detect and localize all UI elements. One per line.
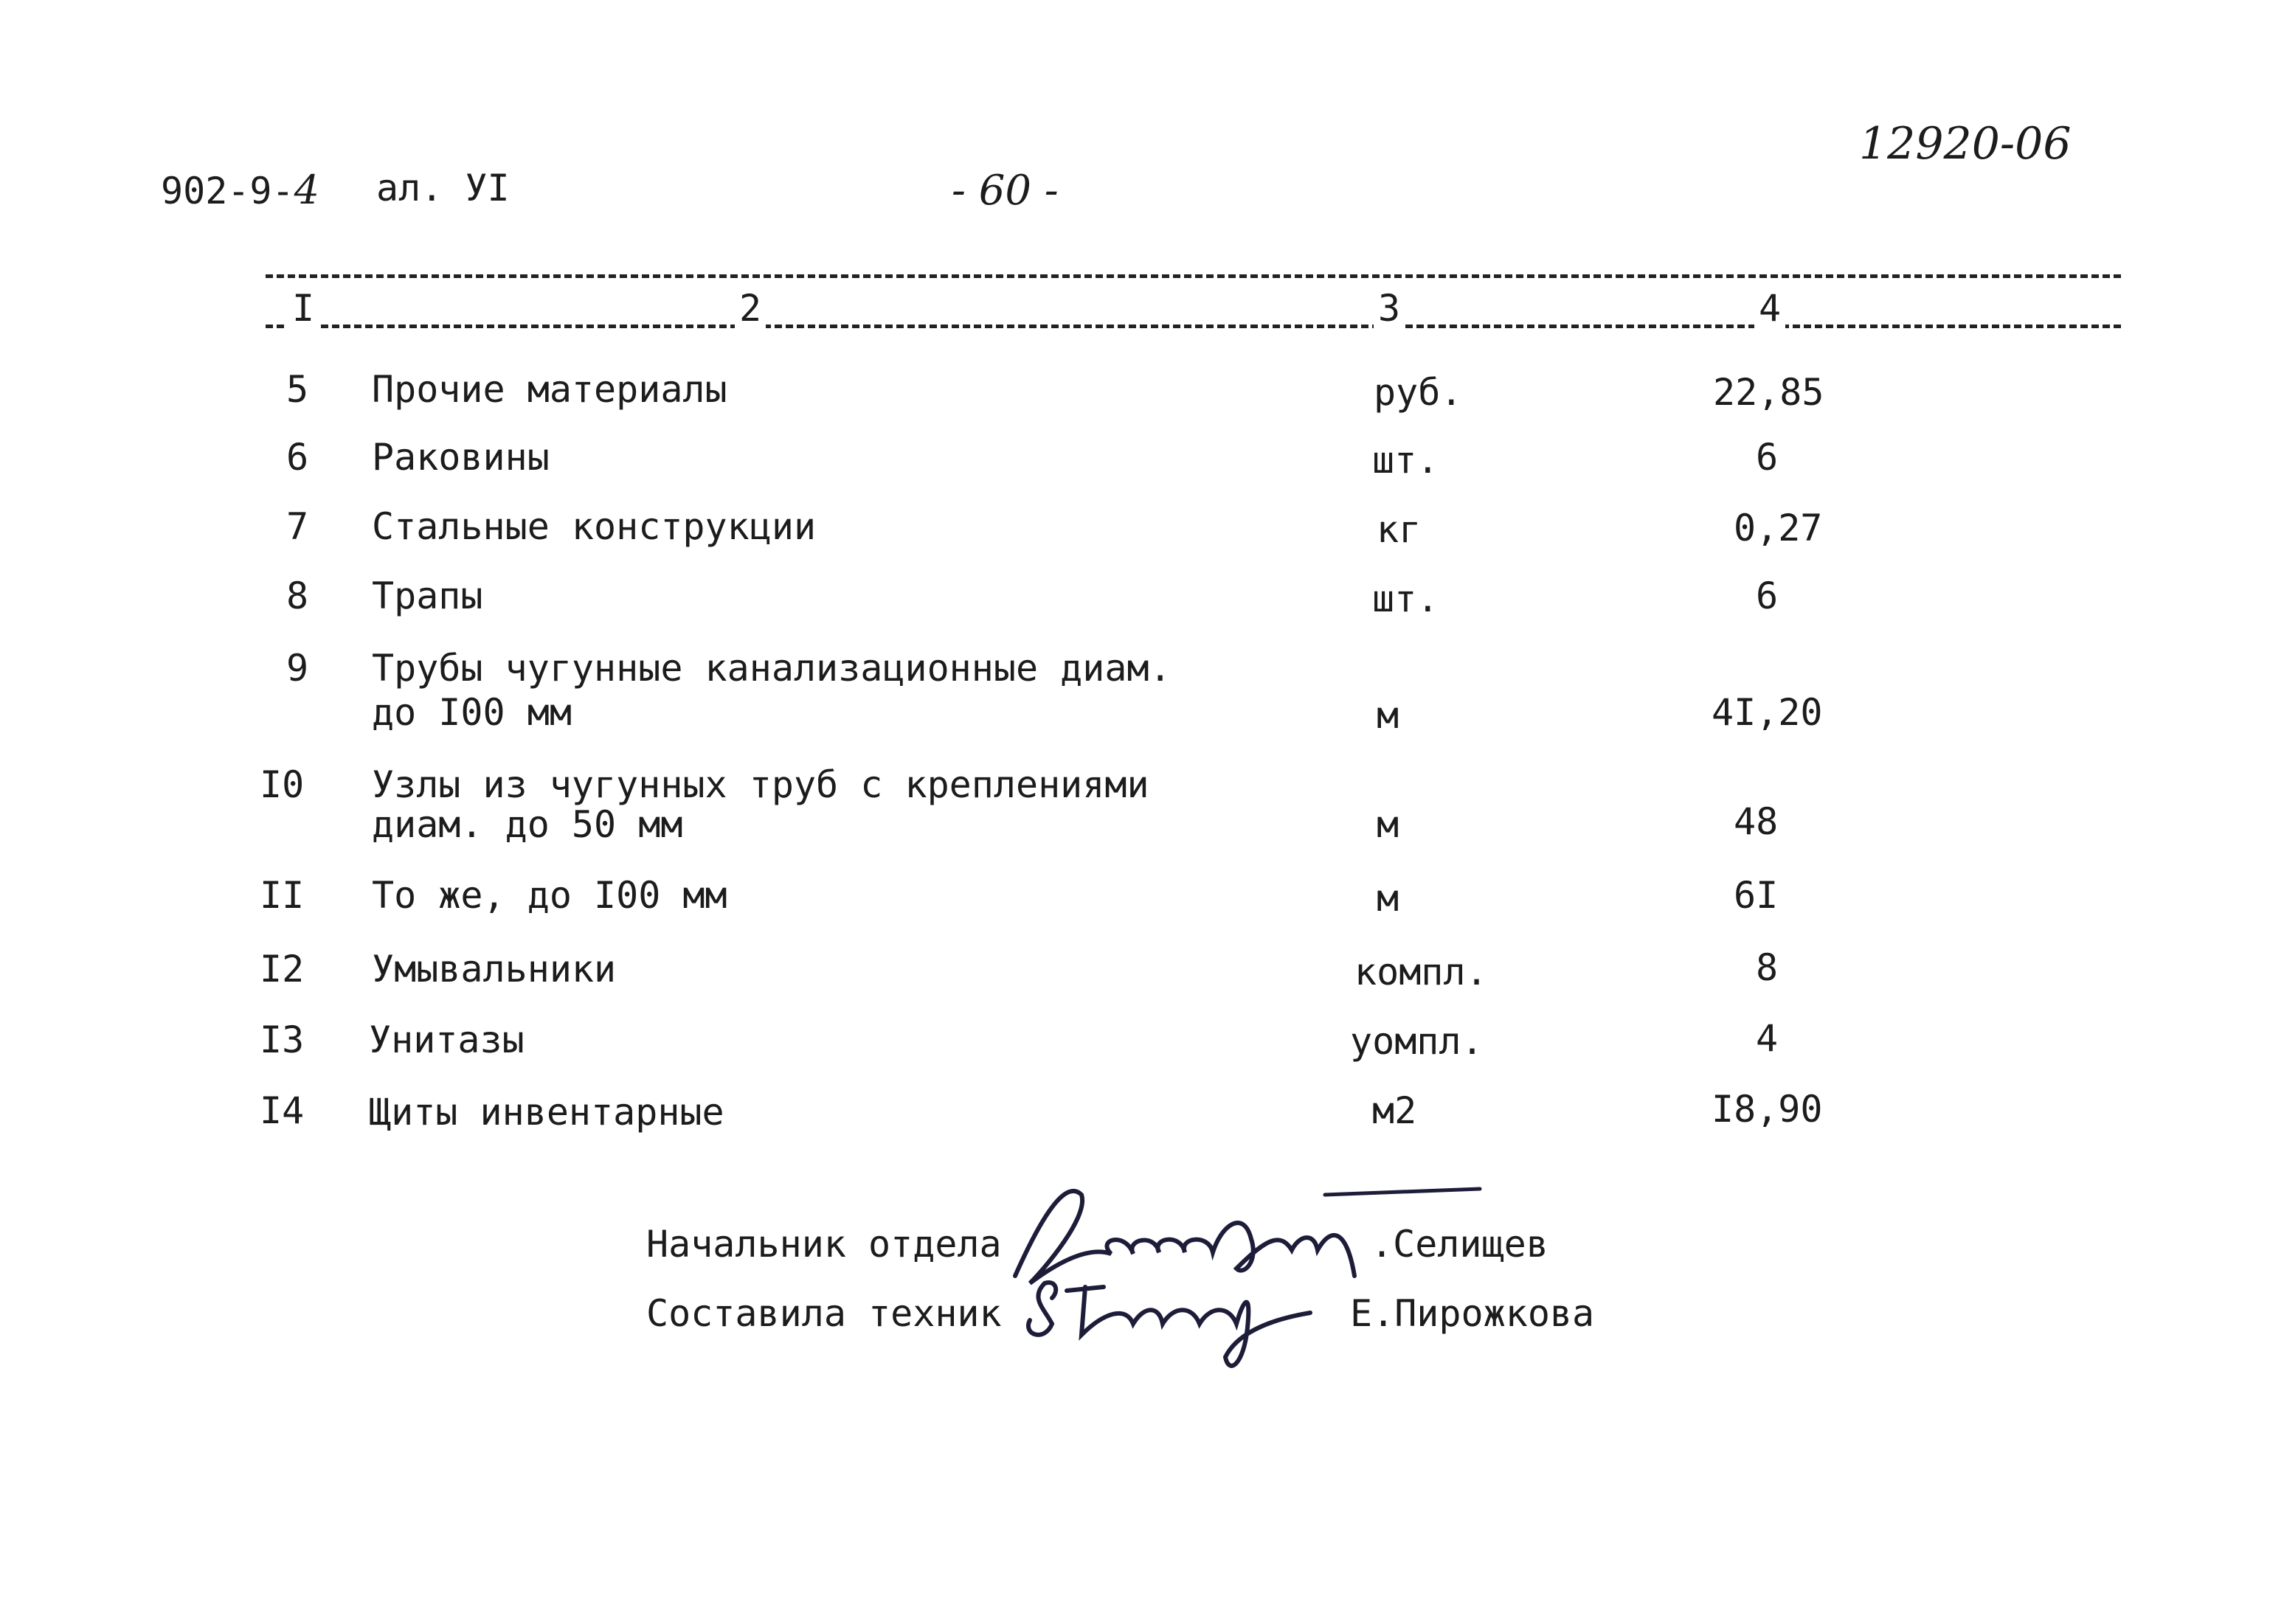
- row-number: 5: [286, 368, 309, 411]
- compiler-name: Е.Пирожкова: [1350, 1292, 1595, 1335]
- row-number: I0: [260, 763, 305, 806]
- material-name: Раковины: [372, 436, 550, 479]
- material-name: Узлы из чугунных труб с креплениями: [372, 763, 1149, 806]
- unit: шт.: [1372, 577, 1439, 620]
- material-name-continued: диам. до 50 мм: [372, 803, 683, 846]
- quantity: I8,90: [1712, 1088, 1823, 1131]
- material-name: Трубы чугунные канализационные диам.: [372, 647, 1172, 690]
- material-name: Трапы: [372, 575, 483, 617]
- row-number: I2: [260, 948, 305, 990]
- document-code: 902-9-4: [161, 167, 319, 213]
- row-number: 9: [286, 647, 309, 690]
- quantity: 6I: [1734, 874, 1779, 917]
- unit: компл.: [1354, 951, 1488, 993]
- column-header-4: 4: [1754, 286, 1785, 330]
- unit: шт.: [1372, 439, 1439, 482]
- quantity: 6: [1756, 575, 1779, 617]
- material-name: Умывальники: [372, 948, 617, 990]
- column-header-3: 3: [1374, 286, 1405, 330]
- quantity: 48: [1734, 800, 1779, 843]
- document-code-handwritten-digit: 4: [294, 167, 319, 213]
- row-number: 8: [286, 575, 309, 617]
- material-name: Стальные конструкции: [372, 505, 817, 548]
- row-number: I4: [260, 1089, 305, 1132]
- quantity: 0,27: [1734, 507, 1823, 549]
- unit: кг: [1377, 508, 1422, 551]
- row-number: 7: [286, 505, 309, 548]
- row-number: I3: [260, 1019, 305, 1061]
- page-number: - 60 -: [952, 167, 1059, 215]
- quantity: 8: [1756, 946, 1779, 989]
- column-header-1: I: [288, 286, 319, 330]
- quantity: 4I,20: [1712, 691, 1823, 734]
- material-name: То же, до I00 мм: [372, 874, 727, 917]
- unit: м: [1377, 694, 1399, 737]
- column-header-2: 2: [735, 286, 766, 330]
- table-header-rule: [266, 325, 2121, 328]
- unit: м: [1377, 803, 1399, 846]
- unit: руб.: [1374, 371, 1463, 414]
- material-name: Прочие материалы: [372, 368, 727, 411]
- head-of-department-label: Начальник отдела: [646, 1223, 1002, 1266]
- head-of-department-name: .Селищев: [1371, 1223, 1548, 1266]
- table-top-rule: [266, 274, 2121, 278]
- unit: уомпл.: [1350, 1020, 1484, 1063]
- album-label: ал. УI: [376, 167, 510, 209]
- row-number: 6: [286, 436, 309, 479]
- material-name-continued: до I00 мм: [372, 691, 572, 734]
- quantity: 6: [1756, 436, 1779, 479]
- archive-number: 12920-06: [1859, 118, 2072, 170]
- quantity: 4: [1756, 1017, 1779, 1060]
- row-number: II: [260, 874, 305, 917]
- material-name: Унитазы: [369, 1019, 525, 1061]
- unit: м2: [1372, 1089, 1417, 1132]
- compiler-signature: [1015, 1254, 1325, 1372]
- compiler-label: Составила техник: [646, 1292, 1002, 1335]
- quantity: 22,85: [1713, 371, 1824, 414]
- unit: м: [1377, 877, 1399, 920]
- material-name: Щиты инвентарные: [369, 1091, 724, 1134]
